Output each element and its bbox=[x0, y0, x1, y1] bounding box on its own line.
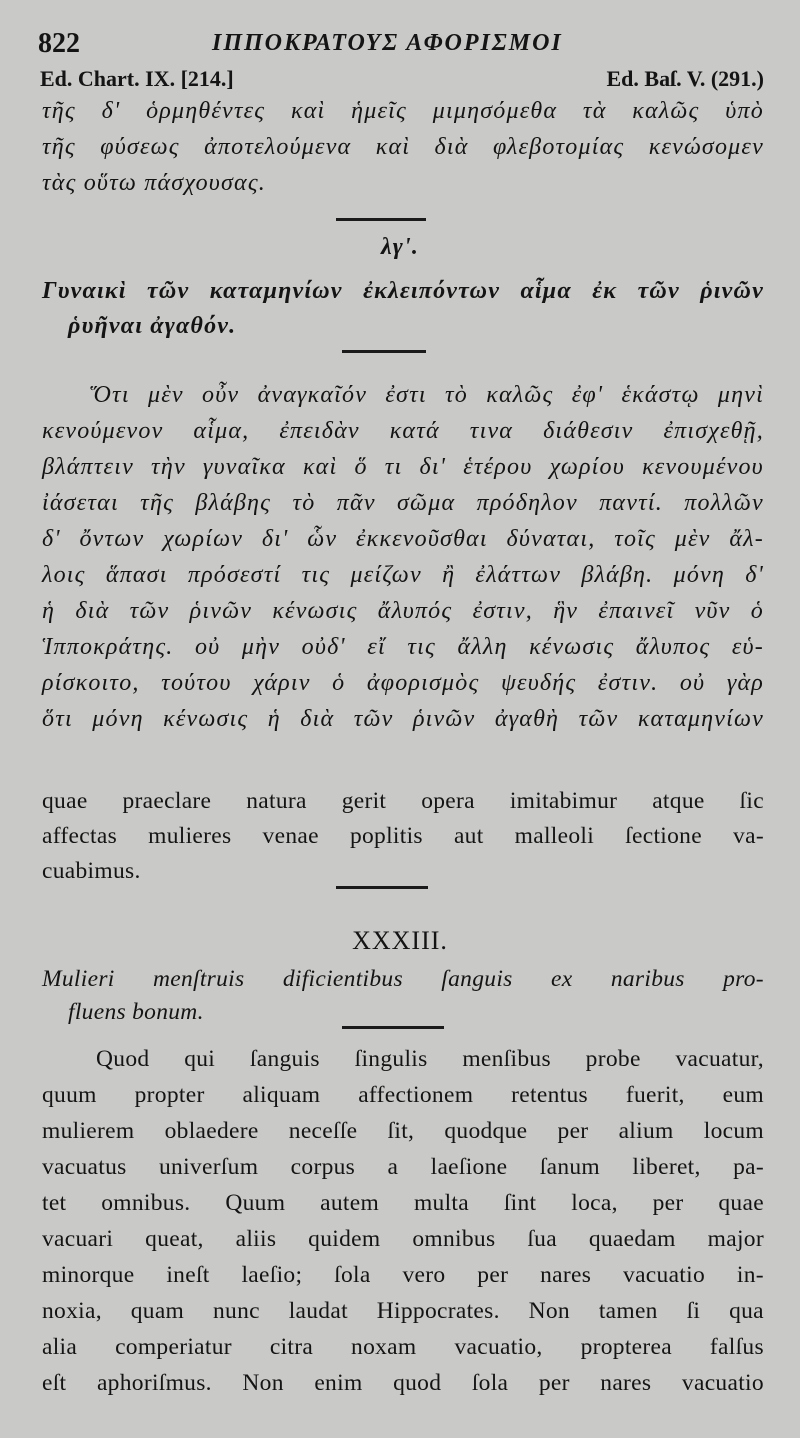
latin-top-line: cuabimus. bbox=[42, 858, 141, 884]
aphorism-divider bbox=[342, 1026, 444, 1029]
greek-top-line: τῆς δ' ὁρμηθέντες καὶ ἡμεῖς μιμησόμεθα τὰ καλῶς ὑπὸ bbox=[42, 98, 764, 124]
latin-top-line: quae praeclare natura gerit opera imitabimur atque ſic bbox=[42, 788, 764, 814]
latin-commentary-line: eſt aphoriſmus. Non enim quod ſola per nares vacuatio bbox=[42, 1370, 764, 1396]
greek-top-line: τῆς φύσεως ἀποτελούμενα καὶ διὰ φλεβοτομίας κενώσομεν bbox=[42, 134, 764, 160]
section-divider bbox=[336, 218, 426, 221]
latin-commentary-line: vacuatus univerſum corpus a laeſione ſanum liberet, pa- bbox=[42, 1154, 764, 1180]
edition-chart-reference: Ed. Chart. IX. [214.] bbox=[40, 66, 234, 91]
section-divider bbox=[336, 886, 428, 889]
latin-commentary-line: Quod qui ſanguis ſingulis menſibus probe vacuatur, bbox=[96, 1046, 764, 1072]
greek-commentary-line: δ' ὄντων χωρίων δι' ὧν ἐκκενοῦσθαι δύναται, τοῖς μὲν ἄλ- bbox=[42, 526, 764, 552]
running-title: ΙΠΠΟΚΡΑΤΟΥΣ ΑΦΟΡΙΣΜΟΙ bbox=[212, 30, 563, 56]
greek-commentary-line: ἰάσεται τῆς βλάβης τὸ πᾶν σῶμα πρόδηλον παντί. πολλῶν bbox=[42, 490, 764, 516]
latin-top-line: affectas mulieres venae poplitis aut malleoli ſectione va- bbox=[42, 823, 764, 849]
latin-aphorism-line: Mulieri menſtruis dificientibus ſanguis ex naribus pro- bbox=[42, 966, 764, 992]
latin-commentary-line: vacuari queat, aliis quidem omnibus ſua quaedam major bbox=[42, 1226, 764, 1252]
latin-commentary-line: noxia, quam nunc laudat Hippocrates. Non tamen ſi qua bbox=[42, 1298, 764, 1324]
latin-section-number: XXXIII. bbox=[352, 926, 448, 955]
aphorism-divider bbox=[342, 350, 426, 353]
page-number: 822 bbox=[38, 28, 80, 59]
greek-commentary-line: κενούμενον αἷμα, ἐπειδὰν κατά τινα διάθεσιν ἐπισχεθῇ, bbox=[42, 418, 764, 444]
latin-commentary-line: minorque ineſt laeſio; ſola vero per nares vacuatio in- bbox=[42, 1262, 764, 1288]
latin-aphorism-line: fluens bonum. bbox=[68, 999, 204, 1025]
greek-commentary-line: Ὅτι μὲν οὖν ἀναγκαῖόν ἐστι τὸ καλῶς ἐφ' ἑκάστῳ μηνὶ bbox=[90, 382, 764, 408]
latin-commentary-line: quum propter aliquam affectionem retentus fuerit, eum bbox=[42, 1082, 764, 1108]
latin-commentary-line: mulierem oblaedere neceſſe ſit, quodque per alium locum bbox=[42, 1118, 764, 1144]
greek-commentary-line: Ἱπποκράτης. οὐ μὴν οὐδ' εἴ τις ἄλλη κένωσις ἄλυπος εὑ- bbox=[42, 634, 764, 660]
greek-section-number: λγ'. bbox=[380, 234, 420, 260]
greek-aphorism-line: ῥυῆναι ἀγαθόν. bbox=[68, 313, 237, 339]
greek-commentary-line: ρίσκοιτο, τούτου χάριν ὁ ἀφορισμὸς ψευδής ἐστιν. οὐ γὰρ bbox=[42, 670, 764, 696]
greek-commentary-line: ἡ διὰ τῶν ῥινῶν κένωσις ἄλυπός ἐστιν, ἣν ἐπαινεῖ νῦν ὁ bbox=[42, 598, 764, 624]
edition-basel-reference: Ed. Baſ. V. (291.) bbox=[606, 66, 764, 91]
greek-top-line: τὰς οὕτω πάσχουσας. bbox=[42, 170, 266, 196]
greek-commentary-line: βλάπτειν τὴν γυναῖκα καὶ ὅ τι δι' ἑτέρου χωρίου κενουμένου bbox=[42, 454, 764, 480]
greek-aphorism-line: Γυναικὶ τῶν καταμηνίων ἐκλειπόντων αἷμα ἐκ τῶν ῥινῶν bbox=[42, 278, 764, 304]
latin-commentary-line: tet omnibus. Quum autem multa ſint loca, per quae bbox=[42, 1190, 764, 1216]
latin-commentary-line: alia comperiatur citra noxam vacuatio, propterea falſus bbox=[42, 1334, 764, 1360]
greek-commentary-line: ὅτι μόνη κένωσις ἡ διὰ τῶν ῥινῶν ἀγαθὴ τῶν καταμηνίων bbox=[42, 706, 764, 732]
greek-commentary-line: λοις ἅπασι πρόσεστί τις μείζων ἢ ἐλάττων βλάβη. μόνη δ' bbox=[42, 562, 764, 588]
